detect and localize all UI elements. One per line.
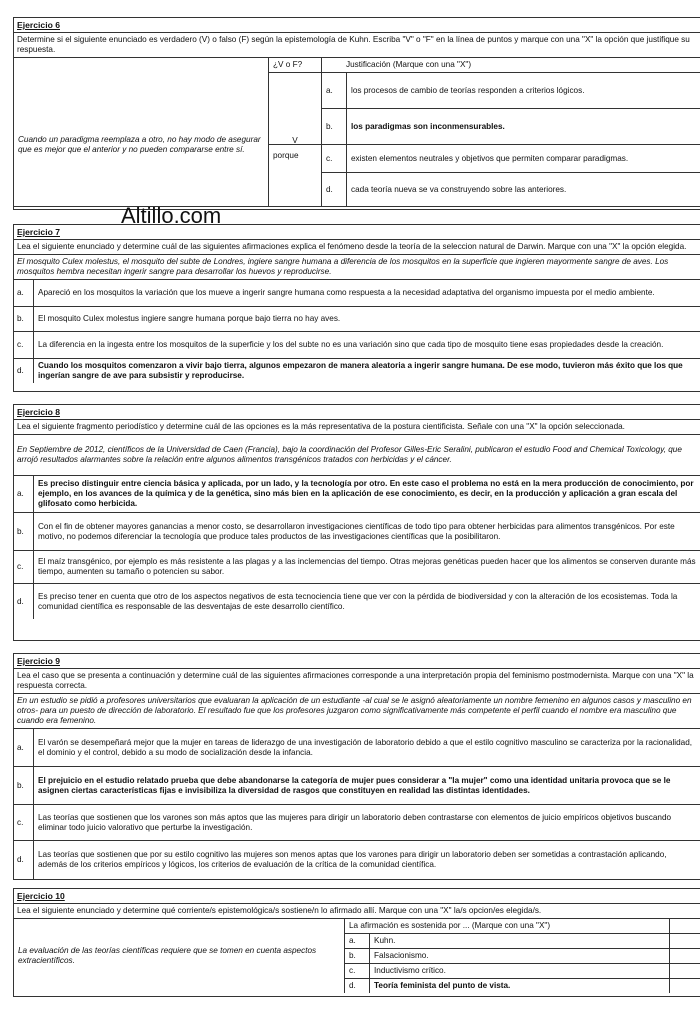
exercise-title: Ejercicio 10 [17, 891, 65, 901]
column-header: La afirmación es sostenida por ... (Marque con una "X") [345, 919, 670, 934]
option-letter: a. [345, 934, 370, 949]
exercise-8 [13, 404, 700, 641]
checkbox-c[interactable] [670, 964, 700, 979]
option-d[interactable]: cada teoría nueva se va construyendo sobre las anteriores. [347, 173, 700, 207]
option-a[interactable]: a. El varón se desempeñará mejor que la mujer en tareas de liderazgo de una investigación de laboratorio debido a que el estilo cognitivo masculino se caracteriza por la racionalidad, el dominio y el control, debido a su modo de socialización desde la infancia. [14, 729, 700, 767]
option-letter: d. [345, 979, 370, 994]
exercise-instruction: Determine si el siguiente enunciado es verdadero (V) o falso (F) según la epistemología de Kuhn. Escriba "V" o "F" en la línea de puntos y marque con una "X" la opción que justifique su respuesta. [14, 33, 700, 58]
option-b[interactable]: Falsacionismo. [370, 949, 670, 964]
answer-field[interactable]: V [269, 73, 322, 145]
option-c[interactable]: c. Las teorías que sostienen que los varones son más aptos que las mujeres para dirigir un laboratorio deben contrastarse con elementos de juicio empíricos objetivos buscando eliminar todo juicio valorativo que perturbe la investigación. [14, 805, 700, 841]
watermark: Altillo.com [121, 203, 222, 229]
exercise-9 [13, 653, 700, 880]
exercise-10 [13, 888, 700, 997]
exercise-statement [14, 58, 269, 229]
column-header-vf: ¿V o F? [269, 58, 322, 73]
exercise-title: Ejercicio 8 [17, 407, 60, 417]
option-a[interactable]: los procesos de cambio de teorías responden a criterios lógicos. [347, 73, 700, 109]
option-c[interactable]: Inductivismo crítico. [370, 964, 670, 979]
option-letter: d. [322, 173, 347, 207]
exercise-statement: En Septiembre de 2012, científicos de la Universidad de Caen (Francia), bajo la coordinación del Profesor Gilles-Eric Seralini, publicaron el estudio Food and Chemical Toxicology, que arrojó resultados alarmantes sobre la relación entre algunos alimentos transgénicos tratados con herbicidas y el cáncer. [14, 435, 700, 476]
option-b[interactable]: b. El prejuicio en el estudio relatado prueba que debe abandonarse la categoría de mujer pues considerar a "la mujer" como una identidad unitaria provoca que se le asignen ciertas características fijas e invisibiliza la diversidad de rasgos que constituyen en realidad las distintas identidades. [14, 767, 700, 805]
option-a[interactable]: Kuhn. [370, 934, 670, 949]
exercise-statement: La evaluación de las teorías científicas requiere que se tomen en cuenta aspectos extracientíficos. [14, 919, 345, 993]
option-letter: a. [322, 73, 347, 109]
exercise-6-table [14, 58, 700, 229]
exercise-title: Ejercicio 9 [17, 656, 60, 666]
checkbox-a[interactable] [670, 934, 700, 949]
option-letter: c. [322, 145, 347, 173]
option-letter: b. [322, 109, 347, 145]
option-d[interactable]: d. Cuando los mosquitos comenzaron a vivir bajo tierra, algunos empezaron de manera aleatoria a ingerir sangre humana. De ese modo, tuvieron más éxito que los que ingerían sangre de ave para subsistir y reproducirse. [14, 359, 700, 383]
option-d[interactable]: d. Es preciso tener en cuenta que otro de los aspectos negativos de esta tecnociencia tiene que ver con la pérdida de biodiversidad y con la alteración de los ecosistemas. Toda la comunidad científica es responsable de las desventajas de este desarrollo científico. [14, 584, 700, 619]
exercise-instruction: Lea el caso que se presenta a continuación y determine cuál de las siguientes afirmaciones corresponde a una interpretación propia del feminismo postmodernista. Marque con una "X" la respuesta correcta. [14, 669, 700, 694]
exercise-title: Ejercicio 6 [17, 20, 60, 30]
porque-label: porque [269, 145, 322, 207]
checkbox-b[interactable] [670, 949, 700, 964]
option-a[interactable]: a. Apareció en los mosquitos la variación que los mueve a ingerir sangre humana como respuesta a la necesidad adaptativa del organismo impuesta por el medio ambiente. [14, 280, 700, 307]
exercise-instruction: Lea el siguiente enunciado y determine qué corriente/s epistemológica/s sostiene/n lo afirmado allí. Marque con una "X" la/s opcion/es elegida/s. [14, 904, 700, 919]
exercise-statement: El mosquito Culex molestus, el mosquito del subte de Londres, ingiere sangre humana a diferencia de los mosquitos en la superficie que ingieren mayormente sangre de aves. Los mosquitos hembra necesitan ingerir sangre para desarrollar los huevos y reproducirse. [14, 255, 700, 280]
exercise-statement: En un estudio se pidió a profesores universitarios que evaluaran la aplicación de un estudiante -al cual se le asignó aleatoriamente un nombre femenino en algunos casos y masculino en otros- para un puesto de dirección de laboratorio. El resultado fue que los profesores juzgaron como significativamente más competente el perfil cuando el nombre era masculino que cuando era femenino. [14, 694, 700, 729]
option-b[interactable]: los paradigmas son inconmensurables. [347, 109, 700, 145]
exercise-7 [13, 224, 700, 392]
option-d[interactable]: Teoría feminista del punto de vista. [370, 979, 670, 994]
exercise-10-table [14, 919, 700, 993]
statement-text: Cuando un paradigma reemplaza a otro, no hay modo de asegurar que es mejor que el anterior y no pueden compararse entre sí. [18, 135, 261, 155]
exercise-instruction: Lea el siguiente fragmento periodístico y determine cuál de las opciones es la más representativa de la postura cientificista. Señale con una "X" la opción seleccionada. [14, 420, 700, 435]
option-a[interactable]: a. Es preciso distinguir entre ciencia básica y aplicada, por un lado, y la tecnología por otro. En este caso el problema no está en la mera producción de conocimiento, por ejemplo, en los avances de la química y de la genética, sino más bien en la aplicación de ese conocimiento, es decir, en la producción y aplicación a gran escala del glifosato como herbicida. [14, 476, 700, 513]
option-letter: b. [345, 949, 370, 964]
checkbox-d[interactable] [670, 979, 700, 994]
option-b[interactable]: b. Con el fin de obtener mayores ganancias a menor costo, se desarrollaron investigaciones científicas de todo tipo para obtener herbicidas para alimentos transgénicos. Por este motivo, no podemos diferenciar la tecnología que produce tales productos de las investigaciones científicas que la posibilitaron. [14, 513, 700, 551]
column-header-justification: Justificación (Marque con una "X") [322, 58, 700, 73]
option-d[interactable]: d. Las teorías que sostienen que por su estilo cognitivo las mujeres son menos aptas que los varones para dirigir un laboratorio deben ser sometidas a contrastación aplicando, además de los criterios empíricos y lógicos, los criterios de evaluación de la crítica de la comunidad científica. [14, 841, 700, 879]
exercise-instruction: Lea el siguiente enunciado y determine cuál de las siguientes afirmaciones explica el fenómeno desde la teoría de la seleccion natural de Darwin. Marque con una "X" la opción elegida. [14, 240, 700, 255]
option-c[interactable]: c. La diferencia en la ingesta entre los mosquitos de la superficie y los del subte no es una variación sino que cada tipo de mosquito tiene esas propiedades desde la creación. [14, 332, 700, 359]
option-c[interactable]: existen elementos neutrales y objetivos que permiten comparar paradigmas. [347, 145, 700, 173]
option-c[interactable]: c. El maíz transgénico, por ejemplo es más resistente a las plagas y a las inclemencias del tiempo. Otras mejoras genéticas pueden hacer que los alimentos se conserven durante más tiempo, aumenten su tamaño o potencien su sabor. [14, 551, 700, 584]
option-b[interactable]: b. El mosquito Culex molestus ingiere sangre humana porque bajo tierra no hay aves. [14, 307, 700, 332]
exercise-6 [13, 17, 700, 229]
exercise-title: Ejercicio 7 [17, 227, 60, 237]
option-letter: c. [345, 964, 370, 979]
